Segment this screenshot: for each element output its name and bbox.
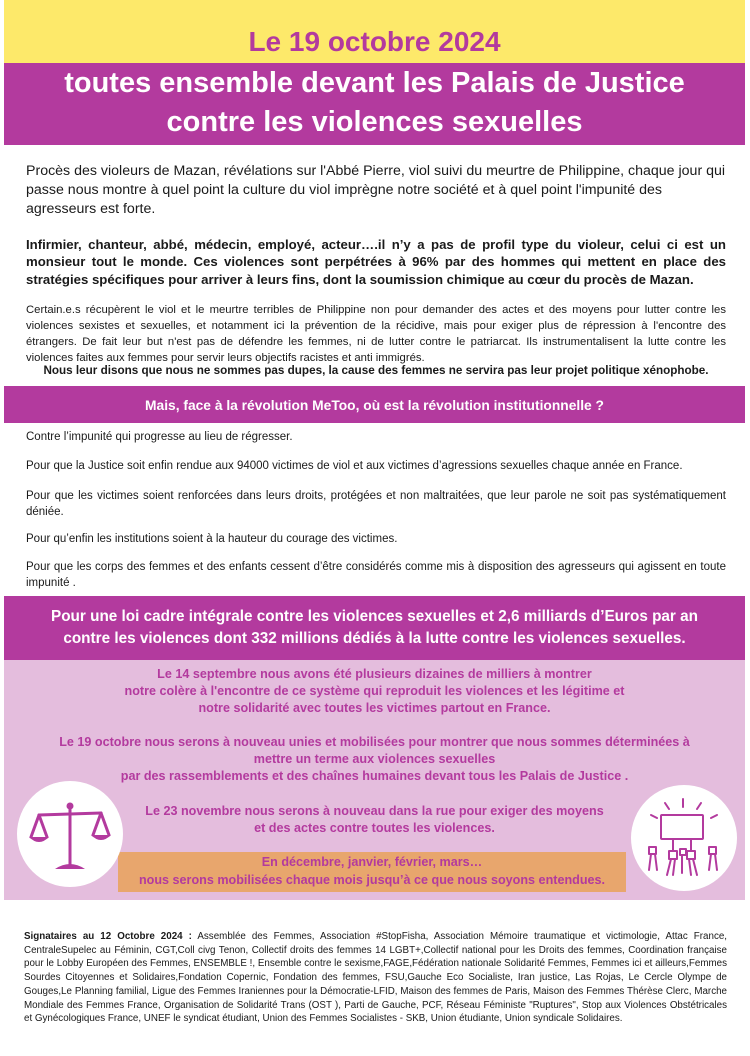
demand-item: Pour que les corps des femmes et des enfants cessent d’être considérés comme mis à disposition des agresseurs qui agissent en toute impunité . bbox=[26, 561, 726, 589]
scales-of-justice-icon bbox=[17, 781, 123, 887]
demand-item: Contre l’impunité qui progresse au lieu de régresser. bbox=[26, 431, 293, 443]
november-line: et des actes contre toutes les violences. bbox=[254, 821, 495, 836]
september-line: notre solidarité avec toutes les victimes partout en France. bbox=[198, 701, 551, 716]
september-block bbox=[34, 666, 715, 718]
question-text: Mais, face à la révolution MeToo, où est la révolution institutionnelle ? bbox=[145, 398, 604, 413]
signatories-label: Signataires au 12 Octobre 2024 : bbox=[24, 931, 192, 942]
demand-item: Pour qu’enfin les institutions soient à la hauteur du courage des victimes. bbox=[26, 533, 398, 545]
october-block bbox=[34, 734, 715, 786]
october-line: Le 19 octobre nous serons à nouveau unies et mobilisées pour montrer que nous sommes déterminées à bbox=[59, 735, 690, 749]
october-line: par des rassemblements et des chaînes humaines devant tous les Palais de Justice . bbox=[120, 769, 629, 784]
raised-fists-protest-icon bbox=[631, 785, 737, 891]
september-line: Le 14 septembre nous avons été plusieurs dizaines de milliers à montrer bbox=[157, 667, 592, 681]
monthly-line: En décembre, janvier, février, mars… bbox=[261, 855, 483, 869]
november-line: Le 23 novembre nous serons à nouveau dans la rue pour exiger des moyens bbox=[145, 804, 604, 818]
law-line-1: Pour une loi cadre intégrale contre les violences sexuelles et 2,6 milliards d’Euros par an bbox=[51, 608, 698, 625]
intro-paragraph: Procès des violeurs de Mazan, révélations sur l'Abbé Pierre, viol suivi du meurtre de Philippine, chaque jour qui passe nous montre à quel point la culture du viol imprègne notre société et à quel point l'impunité des agresseurs est forte. bbox=[26, 163, 726, 217]
october-line: mettre un terme aux violences sexuelles bbox=[253, 752, 496, 767]
law-demand bbox=[4, 606, 745, 650]
monthly-text bbox=[118, 853, 626, 889]
september-line: notre colère à l'encontre de ce système qui reproduit les violences et les légitime et bbox=[124, 684, 625, 699]
november-block bbox=[34, 803, 715, 837]
event-date: Le 19 octobre 2024 bbox=[248, 26, 501, 57]
recuperation-paragraph: Certain.e.s récupèrent le viol et le meurtre terribles de Philippine non pour demander des actes et des moyens pour lutter contre les violences sexistes et sexuelles, et notamment ici la prévention de la récidive, mais pour exiger plus de répression à l'encontre des étrangers. De fait leur but n'est pas de défendre les femmes, ni de lutter contre le patriarcat. Ils instrumentalisent la lutte contre les violences faites aux femmes pour servir leurs objectifs racistes et anti immigrés. bbox=[26, 304, 726, 364]
xenophobia-statement: Nous leur disons que nous ne sommes pas dupes, la cause des femmes ne servira pas leur projet politique xénophobe. bbox=[43, 364, 709, 377]
flyer-title bbox=[4, 64, 745, 142]
demand-item: Pour que les victimes soient renforcées dans leurs droits, protégées et non maltraitées, que leur parole ne soit pas systématiquement déniée. bbox=[26, 490, 726, 518]
title-line-1: toutes ensemble devant les Palais de Justice bbox=[64, 67, 685, 99]
profile-paragraph: Infirmier, chanteur, abbé, médecin, employé, acteur….il n’y a pas de profil type du violeur, celui ci est un monsieur tout le monde. Ces violences sont perpétrées à 96% par des hommes qui mettent en place des stratégies spécifiques pour arriver à leurs fins, dont la soumission chimique au cœur du procès de Mazan. bbox=[26, 237, 726, 287]
law-line-2: contre les violences dont 332 millions dédiés à la lutte contre les violences sexuelles. bbox=[63, 630, 686, 647]
monthly-line: nous serons mobilisées chaque mois jusqu’à ce que nous soyons entendues. bbox=[138, 873, 606, 887]
demand-item: Pour que la Justice soit enfin rendue aux 94000 victimes de viol et aux victimes d’agressions sexuelles chaque année en France. bbox=[26, 460, 683, 472]
signatories-list: Assemblée des Femmes, Association #StopFisha, Association Mémoire traumatique et victimologie, Attac France, CentraleSupelec au Féminin, CGT,Coll civg Tenon, Collectif droits des femmes 14 LGBT+,Collectif national pour les Droits des femmes, Coordination française pour le Lobby Européen des Femmes, ENSEMBLE !, Ensemble contre le sexisme,FAGE,Fédération nationale Solidarité Femmes, Femmes ici et ailleurs,Femmes Sourdes Citoyennes et Solidaires,Fondation Copernic, Fondation des femmes, FSU,Gauche Eco Socialiste, Iran justice, Las Rojas, Le Cercle Olympe de Gouges,Le Planning familial, Ligue des Femmes Iraniennes pour la Démocratie-LFID, Maison des femmes de Paris, Maison des Femmes Thérèse Clerc, Marche Mondiale des Femmes France, Organisation de Solidarité Trans (OST ), Parti de Gauche, PCF, Réseau Féministe "Ruptures", Stop aux Violences Obstétricales et Gynécologiques France, UNEF le syndicat étudiant, Union des Femmes Socialistes - SKB, Union étudiante, Union syndicale Solidaires. bbox=[24, 931, 728, 1025]
flyer-page bbox=[4, 0, 745, 1056]
title-line-2: contre les violences sexuelles bbox=[166, 106, 583, 138]
signatories bbox=[24, 930, 727, 1026]
